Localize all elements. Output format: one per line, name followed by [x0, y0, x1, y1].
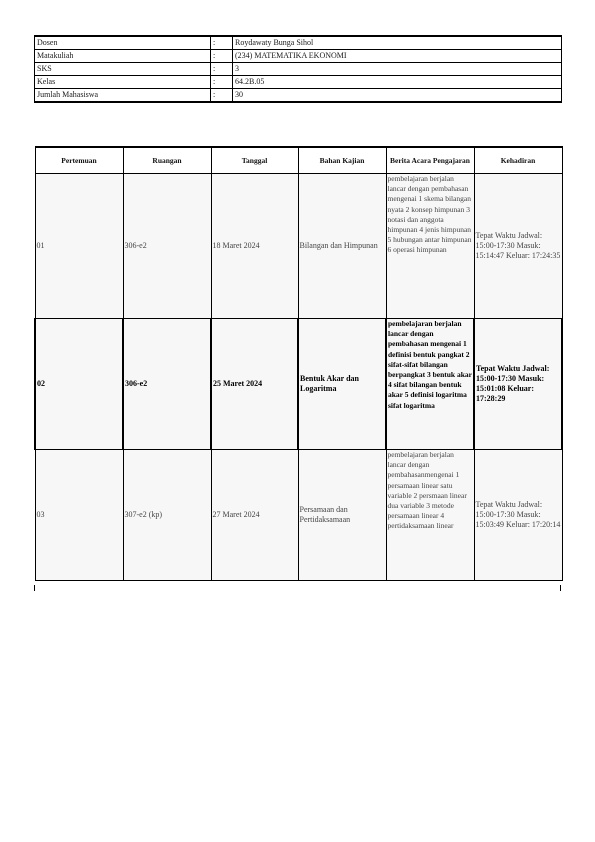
- info-separator: :: [211, 50, 233, 63]
- info-label: SKS: [35, 63, 211, 76]
- info-label: Matakuliah: [35, 50, 211, 63]
- cell-ruangan: 306-e2: [123, 174, 211, 319]
- column-header-berita-acara: Berita Acara Pengajaran: [386, 147, 474, 174]
- cell-pertemuan: 02: [35, 319, 123, 450]
- cell-tanggal: 27 Maret 2024: [211, 450, 298, 581]
- info-label: Dosen: [35, 36, 211, 50]
- cell-kehadiran: Tepat Waktu Jadwal: 15:00-17:30 Masuk: 15:01:08 Keluar: 17:28:29: [474, 319, 562, 450]
- cell-bahan-kajian: Bilangan dan Himpunan: [298, 174, 386, 319]
- cell-bahan-kajian: Bentuk Akar dan Logaritma: [298, 319, 386, 450]
- table-row: [35, 174, 562, 319]
- info-value: 3: [233, 63, 562, 76]
- table-continuation-line: [560, 585, 561, 591]
- cell-bahan-kajian: Persamaan dan Pertidaksamaan: [298, 450, 386, 581]
- attendance-table: [34, 146, 563, 581]
- column-header-ruangan: Ruangan: [123, 147, 211, 174]
- cell-tanggal: 25 Maret 2024: [211, 319, 298, 450]
- info-separator: :: [211, 76, 233, 89]
- cell-berita-acara: pembelajaran berjalan lancar dengan pembahasan mengenai 1 definisi bentuk pangkat 2 sifat-sifat bilangan berpangkat 3 bentuk akar 4 sifat bilangan bentuk akar 5 definisi logaritma sifat logaritma: [386, 319, 474, 450]
- cell-kehadiran: Tepat Waktu Jadwal: 15:00-17:30 Masuk: 15:14:47 Keluar: 17:24:35: [474, 174, 562, 319]
- cell-berita-acara: pembelajaran berjalan lancar dengan pembahasanmengenai 1 persamaan linear satu variable 2 persmaan linear dua variable 3 metode persamaan linear 4 pertidaksamaan linear: [386, 450, 474, 581]
- cell-ruangan: 306-e2: [123, 319, 211, 450]
- info-separator: :: [211, 63, 233, 76]
- info-row-sks: [35, 63, 562, 76]
- info-value: 30: [233, 89, 562, 103]
- cell-pertemuan: 03: [35, 450, 123, 581]
- info-separator: :: [211, 89, 233, 103]
- cell-tanggal: 18 Maret 2024: [211, 174, 298, 319]
- column-header-pertemuan: Pertemuan: [35, 147, 123, 174]
- info-row-matakuliah: [35, 50, 562, 63]
- info-label: Jumlah Mahasiswa: [35, 89, 211, 103]
- info-row-jumlah-mahasiswa: [35, 89, 562, 103]
- info-row-dosen: [35, 36, 562, 50]
- column-header-bahan-kajian: Bahan Kajian: [298, 147, 386, 174]
- table-header-row: [35, 147, 562, 174]
- column-header-kehadiran: Kehadiran: [474, 147, 562, 174]
- info-value: Roydawaty Bunga Sihol: [233, 36, 562, 50]
- cell-berita-acara: pembelajaran berjalan lancar dengan pembahasan mengenai 1 skema bilangan nyata 2 konsep himpunan 3 notasi dan anggota himpunan 4 jenis himpunan 5 hubungan antar himpunan 6 operasi himpunan: [386, 174, 474, 319]
- column-header-tanggal: Tanggal: [211, 147, 298, 174]
- table-row: [35, 319, 562, 450]
- info-label: Kelas: [35, 76, 211, 89]
- info-separator: :: [211, 36, 233, 50]
- cell-pertemuan: 01: [35, 174, 123, 319]
- cell-kehadiran: Tepat Waktu Jadwal: 15:00-17:30 Masuk: 15:03:49 Keluar: 17:20:14: [474, 450, 562, 581]
- cell-ruangan: 307-e2 (kp): [123, 450, 211, 581]
- table-continuation-line: [34, 585, 35, 591]
- course-info-table: [34, 35, 562, 103]
- table-row: [35, 450, 562, 581]
- info-value: 64.2B.05: [233, 76, 562, 89]
- info-value: (234) MATEMATIKA EKONOMI: [233, 50, 562, 63]
- info-row-kelas: [35, 76, 562, 89]
